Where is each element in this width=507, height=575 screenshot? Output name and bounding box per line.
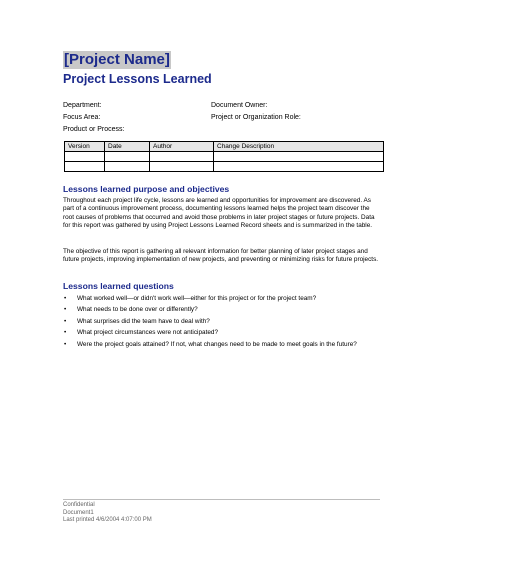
bullet-icon: • [64, 340, 67, 348]
questions-heading: Lessons learned questions [63, 281, 174, 291]
footer-document-name: Document1 [63, 509, 94, 516]
bullet-icon: • [64, 317, 67, 325]
list-item [63, 295, 381, 303]
table-cell[interactable] [105, 162, 150, 172]
table-cell[interactable] [214, 162, 384, 172]
question-text: What worked well—or didn't work well—either for this project or for the project team? [77, 295, 317, 302]
column-header-version: Version [65, 142, 105, 152]
footer-last-printed: Last printed 4/6/2004 4:07:00 PM [63, 517, 152, 523]
bullet-icon: • [64, 295, 67, 302]
list-item [63, 318, 381, 326]
question-text: What needs to be done over or differently? [77, 306, 198, 314]
list-item [63, 306, 381, 314]
table-cell[interactable] [105, 152, 150, 162]
column-header-change-description: Change Description [214, 142, 384, 152]
bullet-icon: • [64, 329, 67, 337]
list-item [63, 329, 381, 337]
footer-confidential: Confidential [63, 502, 95, 508]
list-item [63, 341, 381, 349]
column-header-date: Date [105, 142, 150, 152]
questions-list [63, 295, 381, 352]
table-header-row [65, 142, 384, 152]
department-label: Department: [63, 102, 102, 109]
purpose-paragraph-1: Throughout each project life cycle, lessons are learned and opportunities for improvement are discovered. As part of a continuous improvement process, documenting lessons learned helps the project team discover the root causes of problems that occurred and avoid those problems in later project stages or future projects. Data for this report was gathered by using Project Lessons Learned Record sheets and is summarized in the table. [63, 197, 375, 230]
project-name-placeholder[interactable]: [Project Name] [64, 51, 170, 68]
product-process-label: Product or Process: [63, 126, 125, 133]
footer-divider [63, 499, 380, 500]
question-text: What surprises did the team have to deal with? [77, 317, 210, 325]
table-cell[interactable] [65, 162, 105, 172]
table-row [65, 152, 384, 162]
focus-area-label: Focus Area: [63, 114, 101, 121]
bullet-icon: • [64, 306, 67, 314]
document-title: Project Lessons Learned [63, 72, 212, 86]
document-owner-label: Document Owner: [211, 102, 268, 109]
table-row [65, 162, 384, 172]
purpose-heading: Lessons learned purpose and objectives [63, 184, 230, 194]
question-text: What project circumstances were not anticipated? [77, 329, 219, 337]
table-cell[interactable] [214, 152, 384, 162]
column-header-author: Author [150, 142, 214, 152]
version-history-table [64, 141, 384, 172]
role-label: Project or Organization Role: [211, 114, 301, 121]
purpose-paragraph-2: The objective of this report is gathering all relevant information for better planning of later project stages and future projects, improving implementation of new projects, and preventing or minimizing risks for future projects. [63, 248, 379, 264]
table-cell[interactable] [65, 152, 105, 162]
table-cell[interactable] [150, 152, 214, 162]
table-cell[interactable] [150, 162, 214, 172]
question-text: Were the project goals attained? If not, what changes need to be made to meet goals in the future? [77, 340, 357, 348]
